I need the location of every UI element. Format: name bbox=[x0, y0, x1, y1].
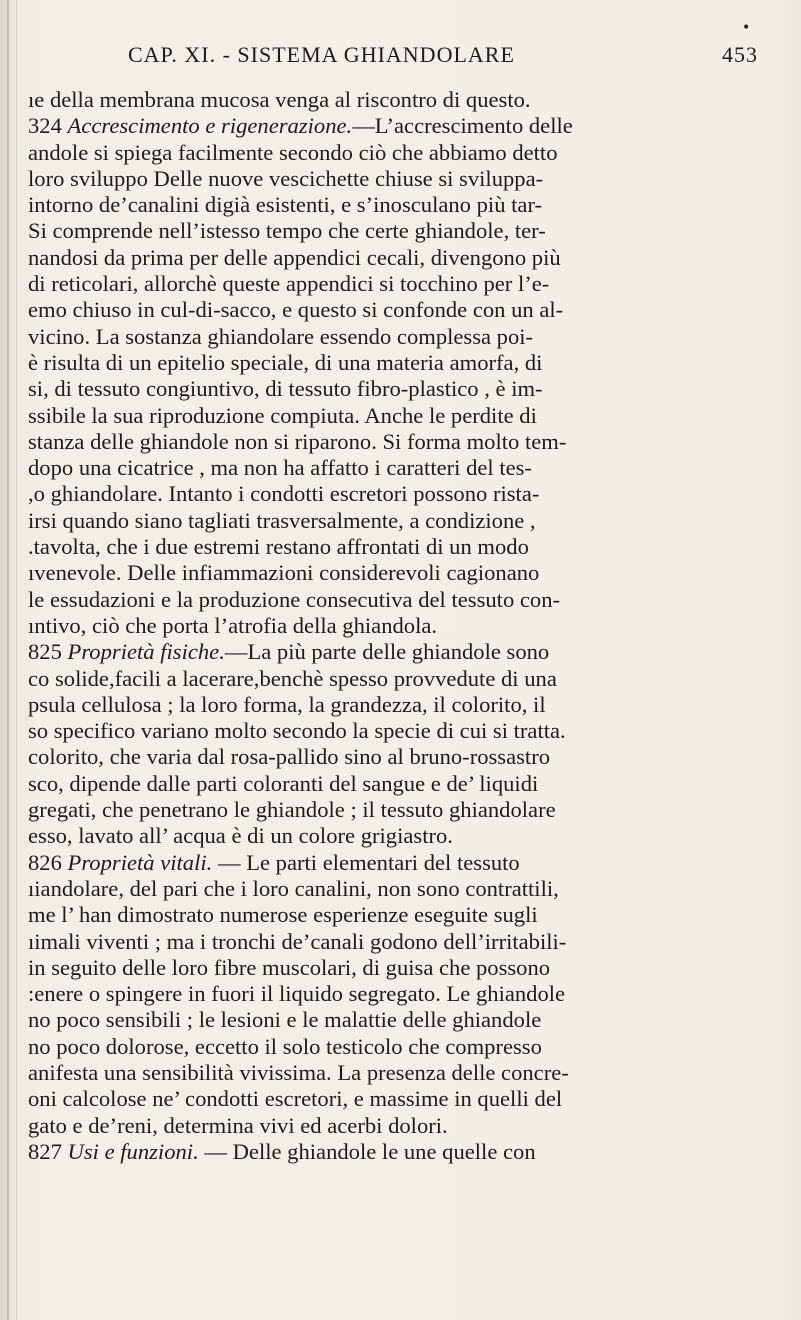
text-line: Si comprende nell’istesso tempo che certe ghiandole, ter- bbox=[28, 218, 546, 244]
text-line: ıe della membrana mucosa venga al riscontro di questo. bbox=[28, 87, 531, 112]
text-line: gato e de’reni, determina vivi ed acerbi dolori. bbox=[28, 1112, 448, 1138]
text-line: è risulta di un epitelio speciale, di una materia amorfa, di bbox=[28, 349, 543, 375]
page-number: 453 bbox=[722, 42, 758, 67]
text-line: oni calcolose ne’ condotti escretori, e massime in quelli del bbox=[28, 1086, 563, 1112]
text-line: 826 Proprietà vitali. — Le parti elementari del tessuto bbox=[28, 849, 520, 875]
text-line: emo chiuso in cul-di-sacco, e questo si confonde con un al- bbox=[28, 297, 564, 323]
text-line: 324 Accrescimento e rigenerazione.—L’accrescimento delle bbox=[28, 113, 573, 139]
binding-gutter-edge bbox=[16, 0, 17, 1320]
text-line: colorito, che varia dal rosa-pallido sino al bruno-rossastro bbox=[28, 744, 551, 770]
text-line: psula cellulosa ; la loro forma, la grandezza, il colorito, il bbox=[28, 691, 546, 717]
text-line: intorno de’canalini digià esistenti, e s’inosculano più tar- bbox=[28, 192, 543, 218]
text-line: ıimali viventi ; ma i tronchi de’canali godono dell’irritabili- bbox=[28, 928, 567, 954]
text-line: 827 Usi e funzioni. — Delle ghiandole le une quelle con bbox=[28, 1138, 536, 1164]
text-line: so specifico variano molto secondo la specie di cui si tratta. bbox=[28, 718, 566, 744]
text-line: gregati, che penetrano le ghiandole ; il tessuto ghiandolare bbox=[28, 797, 556, 823]
text-line: di reticolari, allorchè queste appendici si tocchino per l’e- bbox=[28, 271, 550, 297]
text-line: ,o ghiandolare. Intanto i condotti escretori possono rista- bbox=[28, 481, 540, 507]
binding-gutter bbox=[7, 0, 9, 1320]
text-line: ıntivo, ciò che porta l’atrofia della ghiandola. bbox=[28, 612, 438, 638]
text-line: ıiandolare, del pari che i loro canalini, non sono contrattili, bbox=[28, 875, 559, 901]
text-line: irsi quando siano tagliati trasversalmente, a condizione , bbox=[28, 507, 536, 533]
text-line: :enere o spingere in fuori il liquido segregato. Le ghiandole bbox=[28, 981, 566, 1007]
body-text bbox=[28, 87, 770, 1165]
chapter-title: CAP. XI. - SISTEMA GHIANDOLARE bbox=[128, 42, 515, 67]
text-line: esso, lavato all’ acqua è di un colore grigiastro. bbox=[28, 823, 453, 849]
text-line: 825 Proprietà fisiche.—La più parte delle ghiandole sono bbox=[28, 639, 550, 665]
text-line: .tavolta, che i due estremi restano affrontati di un modo bbox=[28, 534, 529, 560]
text-line: andole si spiega facilmente secondo ciò che abbiamo detto bbox=[28, 139, 558, 165]
running-header bbox=[128, 42, 758, 74]
text-line: anifesta una sensibilità vivissima. La presenza delle concre- bbox=[28, 1059, 569, 1085]
text-line: no poco sensibili ; le lesioni e le malattie delle ghiandole bbox=[28, 1007, 542, 1033]
text-line: si, di tessuto congiuntivo, di tessuto fibro-plastico , è im- bbox=[28, 376, 543, 402]
text-line: loro sviluppo Delle nuove vescichette chiuse si sviluppa- bbox=[28, 165, 544, 191]
text-line: co solide,facili a lacerare,benchè spesso provvedute di una bbox=[28, 665, 557, 691]
text-line: no poco dolorose, eccetto il solo testicolo che compresso bbox=[28, 1033, 542, 1059]
text-line: vicino. La sostanza ghiandolare essendo complessa poi- bbox=[28, 323, 534, 349]
text-line: dopo una cicatrice , ma non ha affatto i caratteri del tes- bbox=[28, 455, 532, 481]
text-line: le essudazioni e la produzione consecutiva del tessuto con- bbox=[28, 586, 561, 612]
text-line: sco, dipende dalle parti coloranti del sangue e de’ liquidi bbox=[28, 770, 539, 796]
text-line: ıvenevole. Delle infiammazioni considerevoli cagionano bbox=[28, 560, 540, 586]
text-line: stanza delle ghiandole non si riparono. Si forma molto tem- bbox=[28, 428, 567, 454]
ink-mark: • bbox=[742, 20, 751, 36]
text-line: nandosi da prima per delle appendici cecali, divengono più bbox=[28, 244, 561, 270]
text-line: ssibile la sua riproduzione compiuta. Anche le perdite di bbox=[28, 402, 537, 428]
text-line: me l’ han dimostrato numerose esperienze eseguite sugli bbox=[28, 902, 538, 928]
text-line: in seguito delle loro fibre muscolari, di guisa che possono bbox=[28, 954, 551, 980]
